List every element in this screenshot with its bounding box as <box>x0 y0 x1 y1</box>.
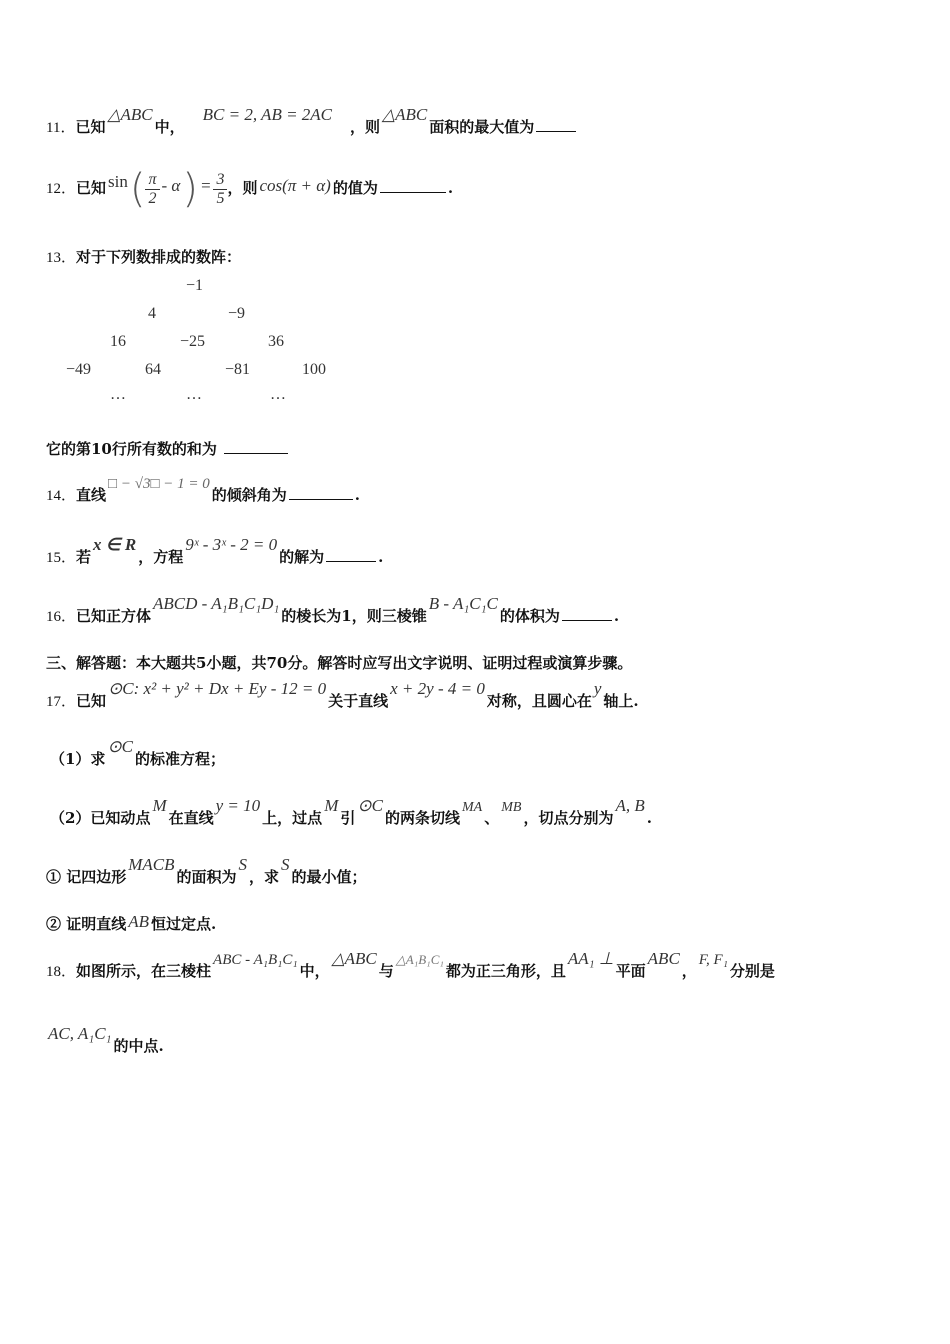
matrix-cell: 64 <box>145 361 161 378</box>
question-18-cont: AC, A₁C₁的中点. <box>48 1024 164 1055</box>
matrix-cell: 100 <box>302 361 326 378</box>
matrix-cell: −49 <box>66 361 92 378</box>
answer-blank <box>224 439 288 454</box>
answer-blank <box>562 606 612 621</box>
question-18: 18．如图所示，在三棱柱ABC - A₁B₁C₁中，△ABC与△A₁B₁C₁都为正三角形，且AA₁ ⊥平面ABC，F, F₁分别是 <box>46 949 775 980</box>
question-14: 14．直线□ − √3□ − 1 = 0的倾斜角为 . <box>46 476 360 504</box>
matrix-cell: 36 <box>268 333 284 350</box>
exp-equation: 9ˣ - 3ˣ - 2 = 0 <box>185 535 278 554</box>
matrix-cell: −25 <box>180 333 206 350</box>
line-equation: □ − √3□ − 1 = 0 <box>108 476 210 492</box>
question-17-part-1: （1）求⊙C的标准方程； <box>50 737 226 768</box>
question-15: 15．若x ∈ R，方程9ˣ - 3ˣ - 2 = 0的解为 . <box>46 535 384 566</box>
answer-blank <box>380 178 446 193</box>
matrix-cell: −9 <box>228 305 246 322</box>
question-17-part-2: （2）已知动点M在直线y = 10上，过点M引⊙C的两条切线MA、MB，切点分别为A, B. <box>50 796 652 827</box>
question-12: 12．已知 sin( $\frac{\pi}{2}$ - α) = $\frac{3}{5}$ ，则 cos(π + α) 的值为 . <box>46 166 454 212</box>
question-17: 17．已知⊙C: x² + y² + Dx + Ey - 12 = 0关于直线x + 2y - 4 = 0对称，且圆心在y轴上. <box>46 679 639 710</box>
answer-blank <box>536 117 576 132</box>
matrix-cell: −81 <box>225 361 251 378</box>
section-heading: 三、解答题：本大题共5小题，共70分。解答时应写出文字说明、证明过程或演算步骤。 <box>46 654 633 672</box>
question-17-item-2: ② 证明直线 AB 恒过定点. <box>46 912 217 933</box>
matrix-cell: −1 <box>186 277 204 294</box>
circle-equation: ⊙C: x² + y² + Dx + Ey - 12 = 0 <box>108 679 327 698</box>
matrix-cell: … <box>270 386 286 403</box>
matrix-cell: 4 <box>148 305 156 322</box>
answer-blank <box>289 485 353 500</box>
triangle-abc: △ABC <box>107 105 153 124</box>
answer-blank <box>326 547 376 562</box>
question-13: 13．对于下列数排成的数阵： <box>46 248 242 266</box>
matrix-cell: … <box>110 386 126 403</box>
matrix-cell: … <box>186 386 202 403</box>
question-13-ask: 它的第10行所有数的和为 <box>46 438 290 459</box>
question-16: 16．已知正方体ABCD - A₁B₁C₁D₁的棱长为1，则三棱锥B - A₁C₁C的体积为 . <box>46 594 620 625</box>
matrix-cell: 16 <box>110 333 126 350</box>
condition: BC = 2, AB = 2AC <box>202 105 333 124</box>
question-11: 11．已知△ABC中，BC = 2, AB = 2AC，则△ABC面积的最大值为 <box>46 116 578 137</box>
question-17-item-1: ① 记四边形MACB的面积为S，求S的最小值； <box>46 855 367 886</box>
